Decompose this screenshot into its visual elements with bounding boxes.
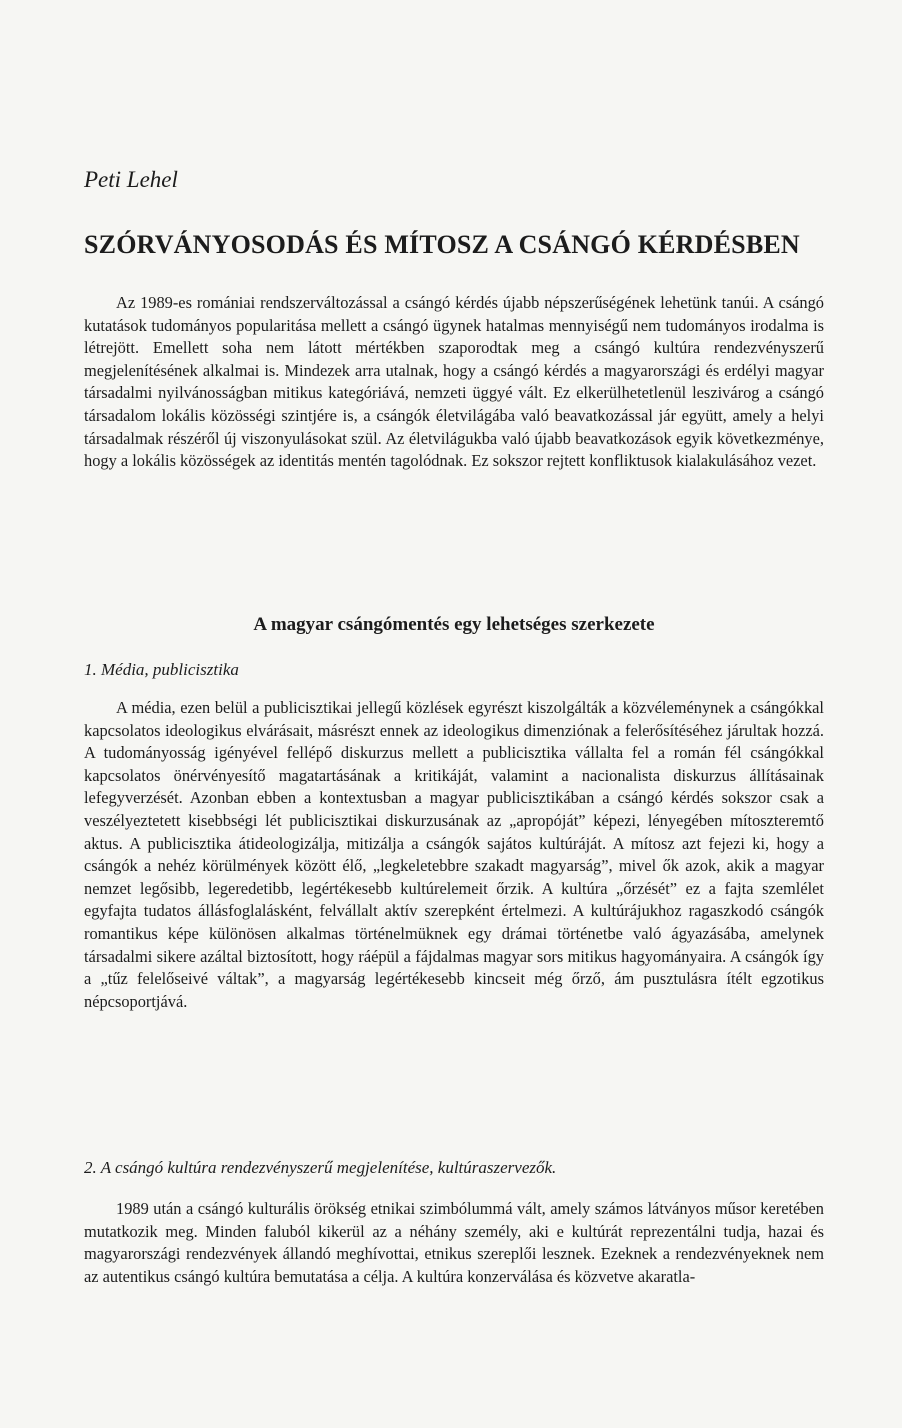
intro-paragraph: Az 1989-es romániai rendszerváltozással a csángó kérdés újabb népszerűségének lehetünk tanúi. A csángó kutatások tudományos popularitása mellett a csángó ügynek hatalmas mennyiségű nem tudományos irodalma is létrejött. Emellett soha nem látott mértékben szaporodtak meg a csángó kultúra rendezvényszerű megjelenítésének alkalmai is. Mindezek arra utalnak, hogy a csángó kérdés a magyarországi és erdélyi magyar társadalmi nyilvánosságban mitikus kategóriává, nemzeti üggyé vált. Ez elkerülhetetlenül leszivárog a csángó társadalom lokális közösségi szintjére is, a csángók életvilágába való beavatkozással jár együtt, amely a helyi társadalmak részéről új viszonyulásokat szül. Az életvilágukba való újabb beavatkozások egyik következménye, hogy a lokális közösségek az identitás mentén tagolódnak. Ez sokszor rejtett konfliktusok kialakulásához vezet.	[84, 293, 824, 471]
article-title: SZÓRVÁNYOSODÁS ÉS MÍTOSZ A CSÁNGÓ KÉRDÉSBEN	[84, 230, 800, 259]
subsection-1-paragraph: A média, ezen belül a publicisztikai jellegű közlések egyrészt kiszolgálták a közvéleménynek a csángókkal kapcsolatos ideologikus elvárásait, másrészt ennek az ideologikus dimenziónak a felerősítéséhez járultak hozzá. A tudományosság igényével fellépő diskurzus mellett a publicisztika vállalta fel a román fél csángókkal kapcsolatos önérvényesítő magatartásának a kritikáját, valamint a nacionalista diskurzus állításainak lefegyverzését. Azonban ebben a kontextusban a magyar publicisztikában a csángó kérdés sokszor csak a veszélyeztetett kisebbségi lét publicisztikai diskurzusának az „apropóját” képezi, lényegében mítoszteremtő aktus. A publicisztika átideologizálja, mitizálja a csángók sajátos kultúráját. A mítosz azt fejezi ki, hogy a csángók a nehéz körülmények között élő, „legkeletebbre szakadt magyarság”, mivel ők azok, akik a magyar nemzet legősibb, legeredetibb, legértékesebb kultúrelemeit őrzik. A kultúra „őrzését” ez a fajta szemlélet egyfajta tudatos állásfoglalásként, felvállalt aktív szerepként értelmezi. A kultúrájukhoz ragaszkodó csángók romantikus képe különösen alkalmas történelmüknek egy drámai történetbe való ágyazásába, amelynek társadalmi sikere azáltal biztosított, hogy ráépül a fájdalmas magyar sors mitikus hagyományaira. A csángók így a „tűz felelőseivé váltak”, a magyarság legértékesebb kincseit még őrző, ám pusztulásra ítélt egzotikus népcsoportjává.	[84, 698, 824, 1011]
section-heading: A magyar csángómentés egy lehetséges szerkezete	[253, 614, 655, 635]
author-name: Peti Lehel	[84, 167, 178, 192]
subsection-2-title: 2. A csángó kultúra rendezvényszerű megjelenítése, kultúraszervezők.	[84, 1158, 557, 1177]
subsection-2-paragraph: 1989 után a csángó kulturális örökség etnikai szimbólummá vált, amely számos látványos műsor keretében mutatkozik meg. Minden faluból kikerül az a néhány személy, aki e kultúrát reprezentálni tudja, hazai és magyarországi rendezvények állandó meghívottai, etnikus szereplői lesznek. Ezeknek a rendezvényeknek nem az autentikus csángó kultúra bemutatása a célja. A kultúra konzerválása és közvetve akaratla-	[84, 1199, 824, 1286]
subsection-1-title: 1. Média, publicisztika	[84, 660, 239, 679]
